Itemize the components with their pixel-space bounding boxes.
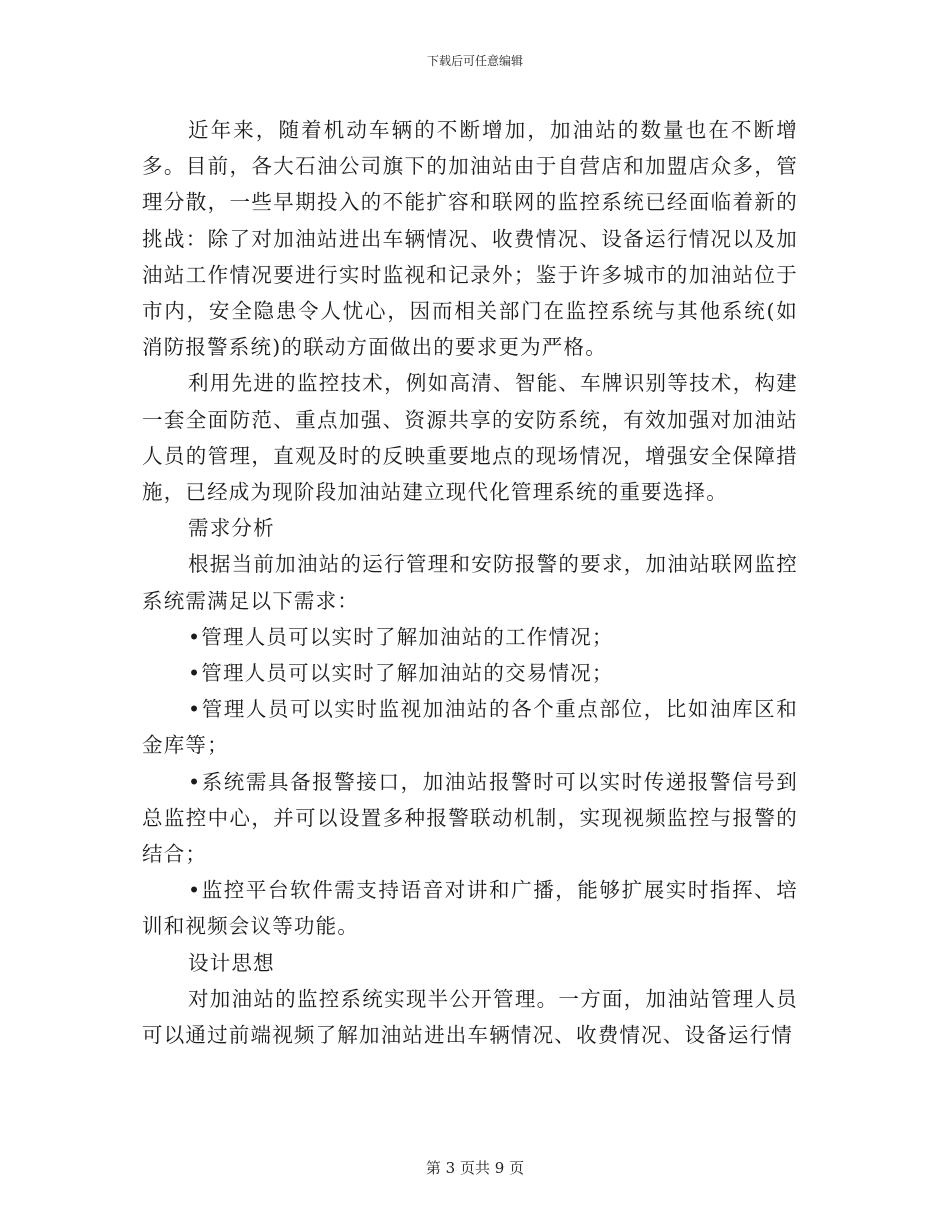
- list-item: •系统需具备报警接口，加油站报警时可以实时传递报警信号到总监控中心，并可以设置多种报警联动机制，实现视频监控与报警的结合；: [142, 769, 798, 867]
- paragraph-intro: 近年来，随着机动车辆的不断增加，加油站的数量也在不断增多。目前，各大石油公司旗下的加油站由于自营店和加盟店众多，管理分散，一些早期投入的不能扩容和联网的监控系统已经面临着新的挑战：除了对加油站进出车辆情况、收费情况、设备运行情况以及加油站工作情况要进行实时监视和记录外；鉴于许多城市的加油站位于市内，安全隐患令人忧心，因而相关部门在监控系统与其他系统(如消防报警系统)的联动方面做出的要求更为严格。: [142, 118, 798, 360]
- list-item: •监控平台软件需支持语音对讲和广播，能够扩展实时指挥、培训和视频会议等功能。: [142, 878, 798, 939]
- page-footer: 第 3 页共 9 页: [425, 1159, 525, 1177]
- paragraph-design: 对加油站的监控系统实现半公开管理。一方面，加油站管理人员可以通过前端视频了解加油站进出车辆情况、收费情况、设备运行情: [142, 986, 798, 1048]
- page-header: 下载后可任意编辑: [426, 54, 523, 68]
- paragraph-requirements-intro: 根据当前加油站的运行管理和安防报警的要求，加油站联网监控系统需满足以下需求：: [142, 552, 798, 613]
- list-item: •管理人员可以实时监视加油站的各个重点部位，比如油库区和金库等；: [142, 697, 798, 758]
- section-heading-requirements: 需求分析: [188, 516, 275, 541]
- paragraph-technology: 利用先进的监控技术，例如高清、智能、车牌识别等技术，构建一套全面防范、重点加强、资源共享的安防系统，有效加强对加油站人员的管理，直观及时的反映重要地点的现场情况，增强安全保障措施，已经成为现阶段加油站建立现代化管理系统的重要选择。: [142, 371, 798, 505]
- section-heading-design: 设计思想: [188, 950, 275, 975]
- list-item: •管理人员可以实时了解加油站的工作情况；: [188, 624, 614, 649]
- list-item: •管理人员可以实时了解加油站的交易情况；: [188, 661, 614, 686]
- document-body: [142, 112, 798, 1053]
